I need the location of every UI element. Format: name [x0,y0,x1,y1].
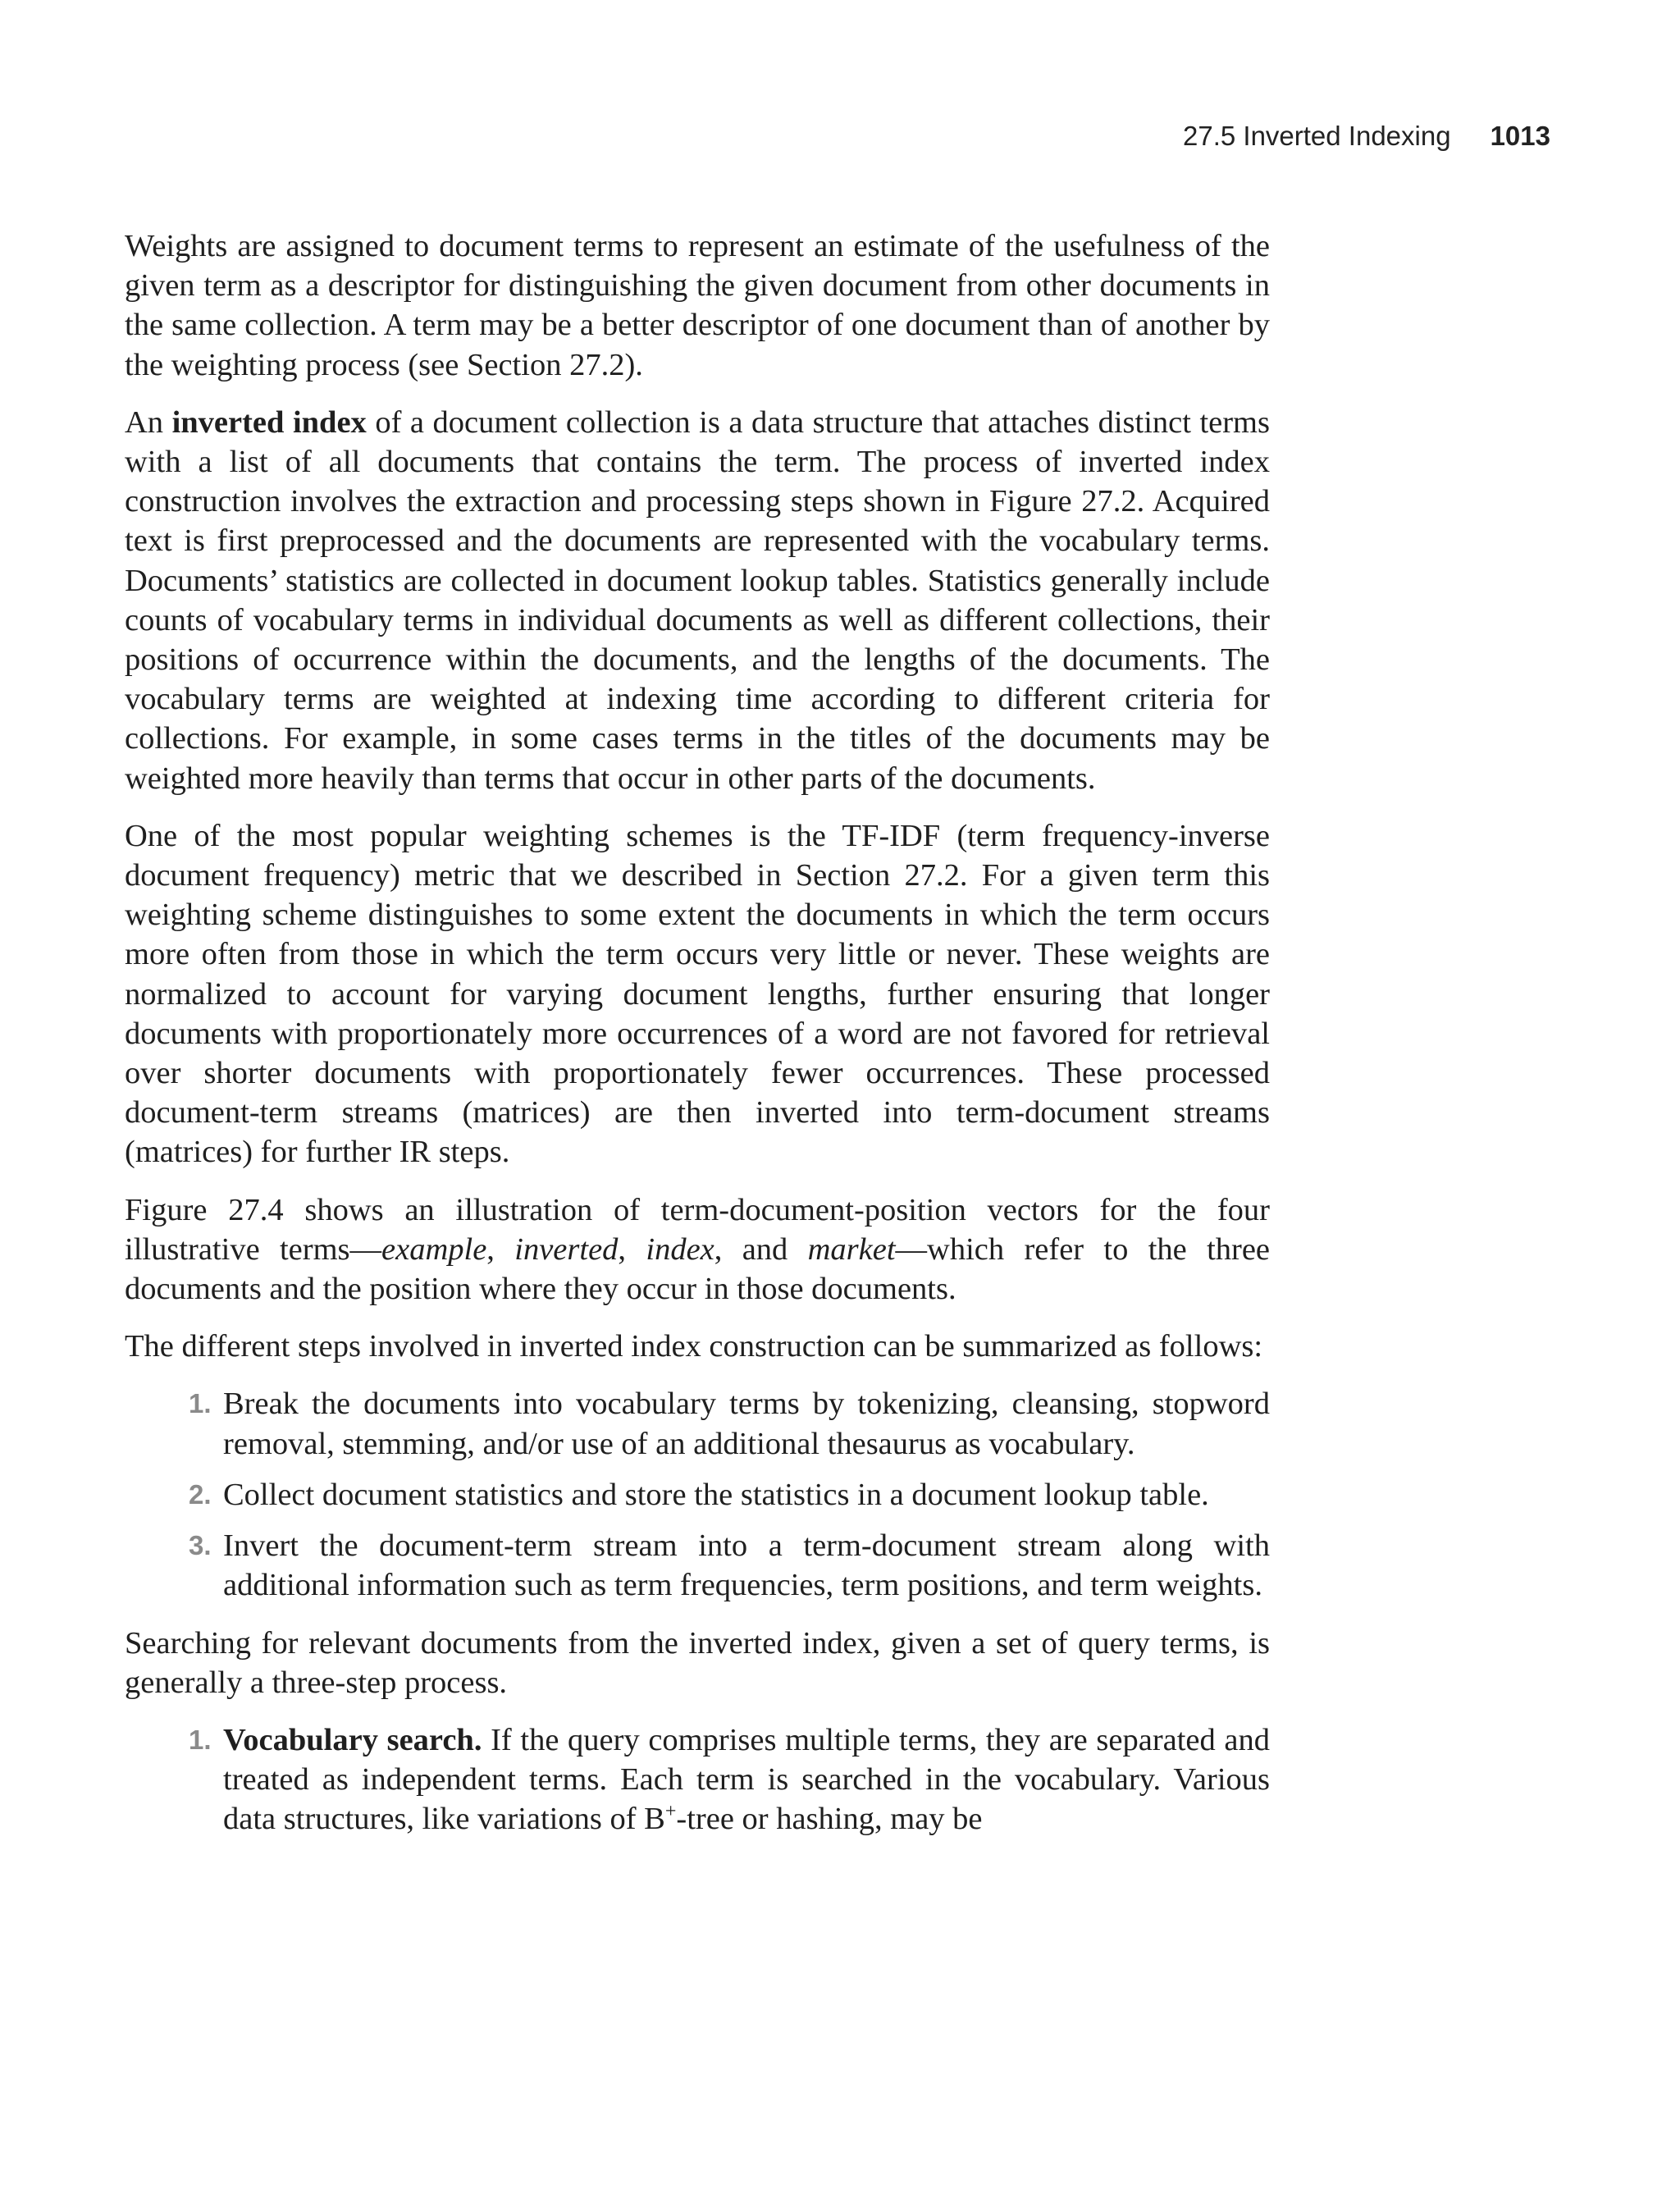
term-inverted: inverted [514,1231,619,1267]
list-item-text: Collect document statistics and store the statistics in a document lookup table. [223,1477,1209,1512]
list-item [189,1475,1270,1514]
list-item-number: 3. [189,1530,212,1561]
figure-ref-text-3: , [618,1231,646,1267]
list-item [189,1720,1270,1839]
list-item-number: 1. [189,1388,212,1419]
term-market: market [807,1231,896,1267]
paragraph-figure-reference [125,1190,1270,1309]
figure-ref-text-1: Figure 27.4 shows an illustration of term-document-position vectors for the four illustrative terms— [125,1192,1270,1267]
superscript-plus: + [664,1801,677,1823]
list-item-text: Break the documents into vocabulary terms by tokenizing, cleansing, stopword removal, stemming, and/or use of an additional thesaurus as vocabulary. [223,1387,1270,1461]
paragraph-inverted-index-post: of a document collection is a data structure that attaches distinct terms with a list of all documents that contains the term. The process of inverted index construction involves the extraction and processing steps shown in Figure 27.2. Acquired text is first preprocessed and the documents are represented with the vocabulary terms. Documents’ statistics are collected in document lookup tables. Statistics generally include counts of vocabulary terms in individual documents as well as different collections, their positions of occurrence within the documents, and the lengths of the documents. The vocabulary terms are weighted at indexing time according to different criteria for collections. For example, in some cases terms in the titles of the documents may be weighted more heavily than terms that occur in other parts of the documents. [125,404,1270,796]
paragraph-search-intro: Searching for relevant documents from the inverted index, given a set of query terms, is generally a three-step process. [125,1625,1270,1700]
figure-ref-text-2: , [486,1231,515,1267]
term-inverted-index: inverted index [171,404,367,440]
paragraph-weights: Weights are assigned to document terms to represent an estimate of the usefulness of the given term as a descriptor for distinguishing the given document from other documents in the same collection. A term may be a better descriptor of one document than of another by the weighting process (see Section 27.2). [125,229,1270,382]
list-item-text: If the query comprises multiple terms, they are separated and treated as independent terms. Each term is searched in the vocabulary. Various data structures, like variations of B [223,1722,1270,1837]
figure-ref-text-5: —which refer to the three documents and the position where they occur in those documents. [125,1231,1271,1307]
list-item [189,1526,1270,1605]
running-head-section: 27.5 Inverted Indexing [1183,121,1451,151]
paragraph-inverted-index-pre: An [125,404,172,440]
paragraph-construction-intro: The different steps involved in inverted index construction can be summarized as follows: [125,1329,1263,1364]
search-steps-list [125,1720,1270,1839]
paragraph-tf-idf: One of the most popular weighting schemes is the TF-IDF (term frequency-inverse document frequency) metric that we described in Section 27.2. For a given term this weighting scheme distinguishes to some extent the documents in which the term occurs more often from those in which the term occurs very little or never. These weights are normalized to account for varying document lengths, further ensuring that longer documents with proportionately more occurrences of a word are not favored for retrieval over shorter documents with proportionately fewer occurrences. These processed document-term streams (matrices) are then inverted into term-document streams (matrices) for further IR steps. [125,818,1270,1170]
page-number: 1013 [1490,121,1550,151]
list-item-title: Vocabulary search. [223,1722,482,1757]
list-item-text-end: -tree or hashing, may be [676,1802,983,1837]
list-item-text: Invert the document-term stream into a term-document stream along with additional information such as term frequencies, term positions, and term weights. [223,1528,1270,1603]
term-example: example [381,1231,487,1267]
construction-steps-list [125,1384,1270,1605]
running-head [1183,120,1550,153]
page-body [125,226,1270,1857]
list-item [189,1384,1270,1463]
paragraph-inverted-index-definition [125,403,1270,798]
list-item-number: 1. [189,1724,212,1755]
figure-ref-text-4: , and [714,1231,808,1267]
term-index: index [646,1231,714,1267]
list-item-number: 2. [189,1478,212,1510]
